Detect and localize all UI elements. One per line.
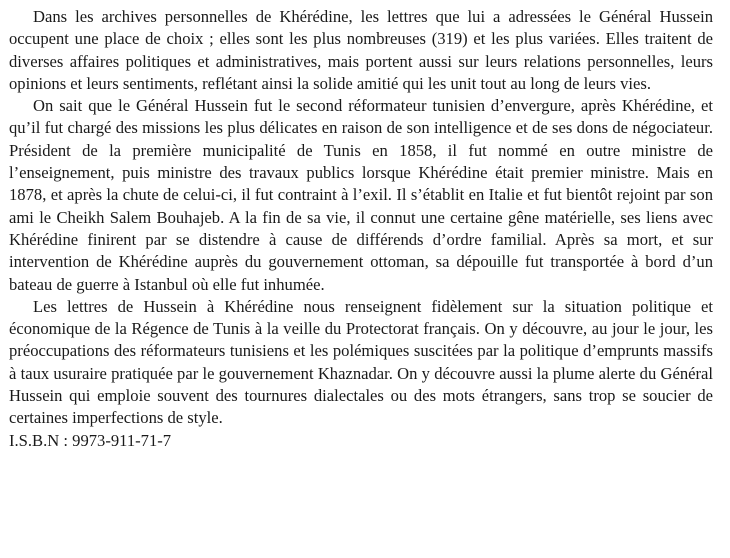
paragraph-general-hussein: On sait que le Général Hussein fut le second réformateur tunisien d’envergure, après Khérédine, et qu’il fut chargé des missions les plus délicates en raison de son intelligence et de ses dons de négociateur. Président de la première municipalité de Tunis en 1858, il fut nommé en outre ministre de l’enseignement, puis ministre des travaux publics lorsque Khérédine était premier ministre. Mais en 1878, et après la chute de celui-ci, il fut contraint à l’exil. Il s’établit en Italie et fut bientôt rejoint par son ami le Cheikh Salem Bouhajeb. A la fin de sa vie, il connut une certaine gêne matérielle, ses liens avec Khérédine finirent par se distendre à cause de différends d’ordre familial. Après sa mort, et sur intervention de Khérédine auprès du gouvernement ottoman, sa dépouille fut transportée à bord d’un bateau de guerre à Istanbul où elle fut inhumée. xyxy=(9,96,713,294)
paragraph-archives: Dans les archives personnelles de Khérédine, les lettres que lui a adressées le Général Hussein occupent une place de choix ; elles sont les plus nombreuses (319) et les plus variées. Elles traitent de diverses affaires politiques et administratives, mais portent aussi sur leurs relations personnelles, leurs opinions et leurs sentiments, reflétant ainsi la solide amitié qui les unit tout au long de leurs vies. xyxy=(9,7,713,93)
document-body xyxy=(9,6,713,452)
isbn-line: I.S.B.N : 9973-911-71-7 xyxy=(9,430,172,450)
paragraph-lettres: Les lettres de Hussein à Khérédine nous renseignent fidèlement sur la situation politique et économique de la Régence de Tunis à la veille du Protectorat français. On y découvre, au jour le jour, les préoccupations des réformateurs tunisiens et les polémiques suscitées par la politique d’emprunts massifs à taux usuraire pratiquée par le gouvernement Khaznadar. On y découvre aussi la plume alerte du Général Hussein qui emploie souvent des tournures dialectales ou des mots étrangers, sans trop se soucier de certaines imperfections de style. xyxy=(9,296,713,428)
